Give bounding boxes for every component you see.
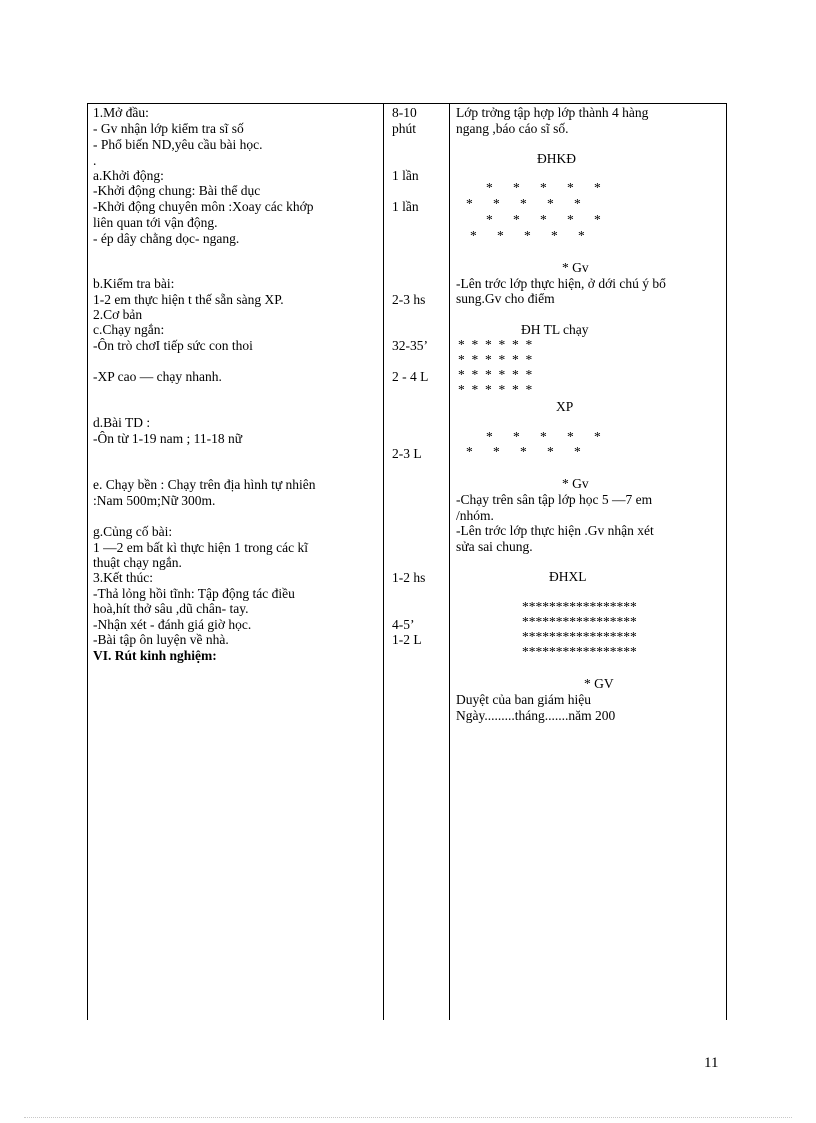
content-line: liên quan tới vận động. <box>93 215 218 230</box>
formation-row: * * * * * <box>466 196 581 211</box>
content-line: hoà,hít thở sâu ,dũ chân- tay. <box>93 601 249 616</box>
page-bottom-rule <box>24 1117 792 1118</box>
teacher-marker: * Gv <box>562 476 589 491</box>
formation-label: ĐH TL chạy <box>521 322 589 337</box>
duration-value: 1-2 L <box>392 632 422 647</box>
content-line: d.Bài TD : <box>93 415 151 430</box>
formation-row: ***************** <box>522 629 637 644</box>
method-line: sửa sai chung. <box>456 539 533 554</box>
duration-value: 2 - 4 L <box>392 369 429 384</box>
formation-label: ĐHKĐ <box>537 151 576 166</box>
duration-value: 1 lần <box>392 168 419 183</box>
method-line: ngang ,báo cáo sĩ số. <box>456 121 569 136</box>
table-left-border <box>87 103 88 1020</box>
approval-date: Ngày.........tháng.......năm 200 <box>456 708 616 723</box>
section-heading: VI. Rút kinh nghiệm: <box>93 648 217 663</box>
content-line: e. Chạy bền : Chạy trên địa hình tự nhiên <box>93 477 316 492</box>
formation-row: ***************** <box>522 614 637 629</box>
duration-value: 4-5’ <box>392 617 415 632</box>
duration-value: 2-3 hs <box>392 292 426 307</box>
method-line: sung.Gv cho điểm <box>456 291 555 306</box>
formation-row: * * * * * <box>486 180 601 195</box>
formation-row: ***************** <box>522 599 637 614</box>
table-right-border <box>726 103 727 1020</box>
content-line: thuật chạy ngắn. <box>93 555 182 570</box>
formation-row: * * * * * <box>486 429 601 444</box>
lesson-table <box>87 103 727 1020</box>
content-line: 1.Mở đầu: <box>93 105 149 120</box>
content-line: b.Kiểm tra bài: <box>93 276 175 291</box>
content-line: -Bài tập ôn luyện về nhà. <box>93 632 229 647</box>
approval-line: Duyệt của ban giám hiệu <box>456 692 591 707</box>
content-line: -Ôn từ 1-19 nam ; 11-18 nữ <box>93 431 243 446</box>
table-divider-2 <box>449 103 450 1020</box>
method-line: Lớp trởng tập hợp lớp thành 4 hàng <box>456 105 649 120</box>
formation-row: * * * * * * <box>458 352 533 367</box>
table-divider-1 <box>383 103 384 1020</box>
page-number: 11 <box>704 1055 719 1071</box>
formation-row: ***************** <box>522 644 637 659</box>
content-line: a.Khởi động: <box>93 168 164 183</box>
content-line: :Nam 500m;Nữ 300m. <box>93 493 216 508</box>
teacher-marker: * Gv <box>562 260 589 275</box>
content-line: - Phổ biến ND,yêu cầu bài học. <box>93 137 263 152</box>
duration-value: 8-10 <box>392 105 417 120</box>
duration-value: 1-2 hs <box>392 570 426 585</box>
method-line: -Lên trớc lớp thực hiện, ở dới chú ý bổ <box>456 276 666 291</box>
duration-value: phút <box>392 121 417 136</box>
formation-row: * * * * * <box>466 444 581 459</box>
table-top-border <box>87 103 727 104</box>
method-line: -Chạy trên sân tập lớp học 5 —7 em <box>456 492 653 507</box>
content-line: 3.Kết thúc: <box>93 570 153 585</box>
formation-label: XP <box>556 399 574 414</box>
content-line: c.Chạy ngắn: <box>93 322 165 337</box>
formation-row: * * * * * * <box>458 367 533 382</box>
content-line: 1-2 em thực hiện t thế sẵn sàng XP. <box>93 292 284 307</box>
content-line: -XP cao — chạy nhanh. <box>93 369 222 384</box>
content-line: -Ôn trò chơI tiếp sức con thoi <box>93 338 253 353</box>
content-line: - ép dây chằng dọc- ngang. <box>93 231 240 246</box>
method-line: /nhóm. <box>456 508 494 523</box>
duration-value: 32-35’ <box>392 338 428 353</box>
method-line: -Lên trớc lớp thực hiện .Gv nhận xét <box>456 523 654 538</box>
content-line: -Khởi động chung: Bài thể dục <box>93 183 261 198</box>
formation-label: ĐHXL <box>549 569 587 584</box>
formation-row: * * * * * * <box>458 337 533 352</box>
content-line: 1 —2 em bất kì thực hiện 1 trong các kĩ <box>93 540 309 555</box>
teacher-marker: * GV <box>584 676 614 691</box>
formation-row: * * * * * * <box>458 382 533 397</box>
formation-row: * * * * * <box>486 212 601 227</box>
content-line: -Khởi động chuyên môn :Xoay các khớp <box>93 199 314 214</box>
content-line: - Gv nhận lớp kiểm tra sĩ số <box>93 121 244 136</box>
content-line: . <box>93 153 97 168</box>
content-line: 2.Cơ bản <box>93 307 143 322</box>
content-line: g.Củng cố bài: <box>93 524 173 539</box>
content-line: -Thả lỏng hồi tĩnh: Tập động tác điều <box>93 586 295 601</box>
duration-value: 2-3 L <box>392 446 422 461</box>
content-line: -Nhận xét - đánh giá giờ học. <box>93 617 252 632</box>
duration-value: 1 lần <box>392 199 419 214</box>
formation-row: * * * * * <box>470 228 585 243</box>
